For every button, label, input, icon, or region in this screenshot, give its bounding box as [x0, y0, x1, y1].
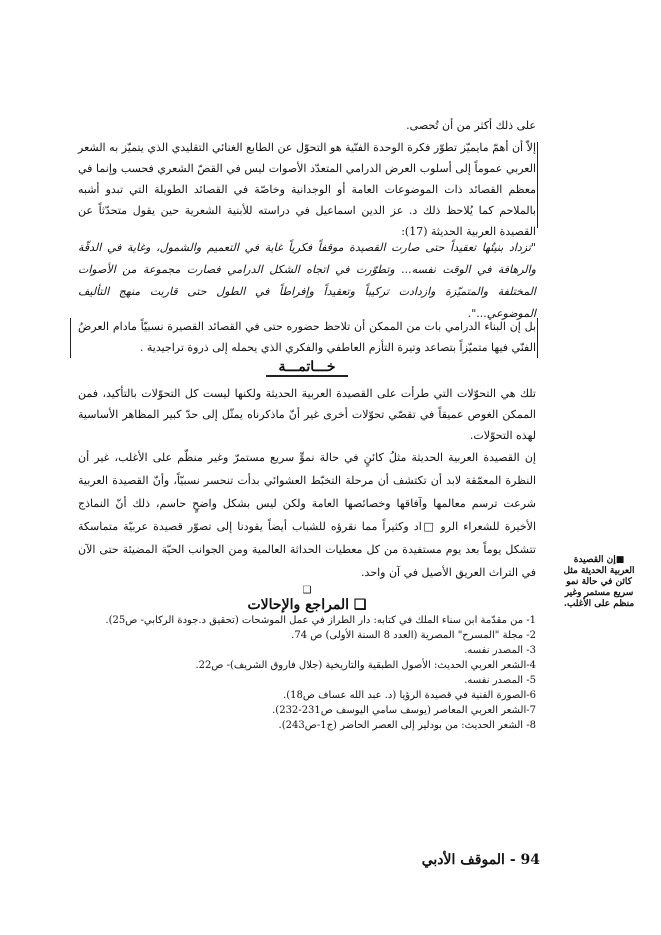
footer-page-number: 94 [520, 852, 540, 868]
reference-item: 6-الصورة الفنية في قصيدة الرؤيا (د. عبد الله عساف ص18). [283, 690, 536, 701]
conclusion-heading [78, 359, 536, 375]
paragraph-1: على ذلك أكثر من أن تُحصى. [406, 119, 536, 132]
reference-item: 1- من مقدّمة ابن سناء الملك في كتابه: دار الطراز في عمل الموشحات (تحقيق د.جودة الركابي- ص25). [105, 615, 536, 626]
margin-rule-left [70, 318, 71, 358]
quote-block [78, 237, 536, 325]
intro-paragraph-block [78, 115, 536, 136]
reference-item: 5- المصدر نفسه. [464, 675, 536, 686]
block-quote: "تزداد بنيتُها تعقيداً حتى صارت القصيدة موقفاً فكرياً غاية في التعميم والشمول، وغاية في الدقّة والرهافة في الوقت نفسه... وتطوّرت في اتجاه الشكل الدرامي فصارت مجموعة من الأصوات المختلفة والمتميّزة وازدادت تركيباً وتعقيداً وإفراطاً في الطول حتى قاربت منهج التأليف الموضوعي...". [78, 241, 536, 320]
references-marker [78, 578, 536, 597]
footer-magazine-name: الموقف الأدبي [421, 852, 505, 868]
paragraph-2: إلاّ أن أهمّ مايميّز تطوّر فكرة الوحدة الفنّية هو التحوّل عن الطابع الغنائي التقليدي الذي يتميّز به الشعر العربي عموماً إلى أسلوب العرض الدرامي المتعدّد الأصوات ليس في القصّ الشعري فحسب وإنما في معظم القصائد ذات الموضوعات العامة أو الوجدانية وخاصّة في القصائد الطويلة التي تبدو أشبه بالملاحم كما يُلاحظ ذلك د. عز الدين اسماعيل في دراسته للأبنية الشعرية حين يقول متحدّثاً عن القصيدة العربية الحديثة (17): [78, 141, 536, 238]
paragraph-4: تلك هي التحوّلات التي طرأت على القصيدة العربية الحديثة ولكنها ليست كل التحوّلات بالتأكيد، فمن الممكن الغوص عميقاً في تقصّي تحوّلات أخرى غير أنّ ماذكرناه يمثّل إلى حدّ كبير المظاهر الأساسية لهذه التحوّلات. [78, 387, 536, 442]
reference-item: 4-الشعر العربي الحديث: الأصول الطبقية والتاريخية (جلال فاروق الشريف)- ص22. [195, 660, 536, 671]
page-footer [395, 852, 540, 868]
margin-rule-right [537, 142, 538, 228]
paragraph-4-block [78, 383, 536, 446]
margin-rule-right-2 [537, 318, 538, 358]
paragraph-3: بل إن البناء الدرامي بات من الممكن أن تلاحظ حضوره حتى في القصائد القصيرة نسبيّاً مادام العرضُ الفنّي فيها متميّزاً بتصاعد وتيرة التأزم العاطفي والفكري الذي يحمله إلى ذروة تراجيدية . [78, 320, 536, 354]
reference-item: 8- الشعر الحديث: من بودلير إلى العصر الحاضر (ج1-ص243). [278, 720, 536, 731]
reference-item: 7-الشعر العربي المعاصر (يوسف سامي اليوسف ص231-232). [272, 705, 536, 716]
paragraph-3-block [78, 316, 536, 358]
conclusion-title: خـــاتمـــة [266, 359, 347, 377]
references-list [78, 613, 536, 733]
reference-item: 2- مجلة "المسرح" المصرية (العدد 8 السنة الأولى) ص 74. [291, 630, 536, 641]
references-title: ❑ المراجع والإحالات [247, 597, 367, 613]
paragraph-5-block [78, 446, 536, 584]
paragraph-5: إن القصيدة العربية الحديثة مثلُ كائنٍ في حالة نموٍّ سريع مستمرّ وغير منظّم على الأغلب، غير أن النظرة المعمّقة لابد أن تكتشف أن مرحلة التخبّط العشوائي بدأت تنحسر نسبيّاً، وأنّ القصيدة العربية شرعت ترسم معالمها وآفاقها وخصائصها العامة ولكن ليس بشكل واضحٍ حاسم، ذلك أنّ النماذج الأخيرة للشعراء الرو □اد وكثيراً مما نقرؤه للشباب أيضاً يقودنا إلى تصوّر قصيدة عربيّة متماسكة تتشكل يوماً بعد يوم مستفيدة من كل معطيات الحداثة العالمية ومن الجوانب الحيّة المضيئة حتى الآن في التراث العريق الأصيل في آن واحد. [78, 451, 536, 579]
paragraph-2-block [78, 137, 536, 242]
sidebar-pull-quote: ■إن القصيدة العربية الحديثة مثل كائن في حالة نمو سريع مستمر وغير منظم على الأغلب. [563, 555, 635, 609]
footer-separator: - [504, 852, 521, 868]
references-section [78, 578, 536, 733]
reference-item: 3- المصدر نفسه. [464, 645, 536, 656]
checkbox-icon: ❑ [302, 585, 312, 596]
